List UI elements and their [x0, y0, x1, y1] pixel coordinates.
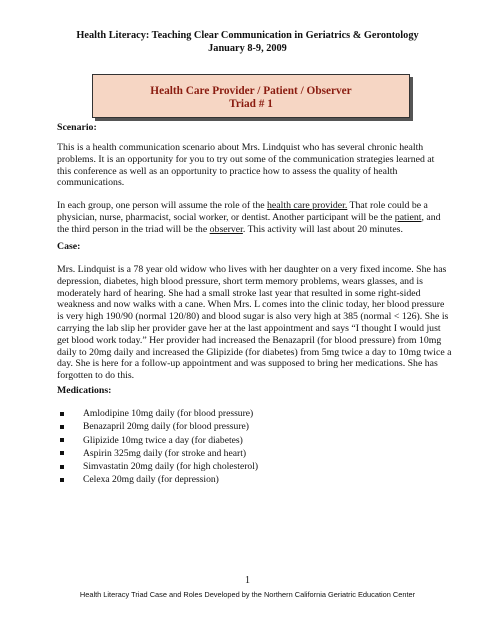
list-item [60, 407, 258, 420]
scenario-paragraph-1 [57, 142, 449, 189]
text-line: Mrs. Lindquist is a 78 year old widow who lives with her daughter on a very fixed income. She has [57, 264, 447, 275]
bullet-icon [60, 478, 64, 482]
medication-text: Celexa 20mg daily (for depression) [83, 474, 219, 486]
medication-text: Amlodipine 10mg daily (for blood pressure) [83, 408, 254, 419]
bullet-icon [60, 412, 64, 416]
header-date: January 8-9, 2009 [208, 43, 287, 54]
text-line: daily to 20mg daily and increased the Glipizide (for diabetes) from 5mg twice a day to 10mg twice a [57, 346, 452, 358]
text-line: depression, diabetes, high blood pressure, short term memory problems, wears glasses, and is [57, 275, 423, 287]
text-line: carrying the lab slip her provider gave her at the last appointment and says “I thought I would just [57, 322, 441, 334]
page-number: 1 [245, 575, 250, 586]
text-line [57, 200, 449, 212]
bullet-icon [60, 465, 64, 469]
text-span: the third person in the triad will be the [57, 223, 210, 235]
text-line: day. She is here for a follow-up appointment and was supposed to bring her medications. She has [57, 358, 438, 370]
header-title: Health Literacy: Teaching Clear Communication in Geriatrics & Gerontology [76, 30, 419, 41]
case-label: Case: [57, 241, 81, 252]
medications-list [60, 407, 258, 487]
text-span: That role could be a [347, 200, 428, 211]
text-span: physician, nurse, pharmacist, social worker, or dentist. Another participant will be the [57, 211, 395, 223]
text-line: problems. It is an opportunity for you to try out some of the communication strategies learned at [57, 153, 435, 165]
text-span: , and [421, 211, 441, 223]
role-observer-link: observer [209, 223, 243, 235]
list-item [60, 460, 258, 473]
bullet-icon [60, 425, 64, 429]
list-item [60, 473, 258, 486]
role-provider-link: health care provider. [267, 200, 348, 211]
medication-text: Aspirin 325mg daily (for stroke and heart) [83, 447, 247, 459]
medication-text: Simvastatin 20mg daily (for high cholesterol) [83, 461, 259, 473]
medication-text: Benazapril 20mg daily (for blood pressure) [83, 421, 249, 433]
page-footer: Health Literacy Triad Case and Roles Developed by the Northern California Geriatric Education Center [79, 590, 416, 599]
text-line: forgotten to do this. [57, 370, 135, 382]
title-box [92, 74, 410, 118]
text-line: this conference as well as an opportunity to practice how to assess the quality of health [57, 165, 398, 177]
text-line: weakness and now walks with a cane. When Mrs. L comes into the clinic today, her blood pressure [57, 299, 445, 311]
text-line: get blood work today.” Her provider had increased the Benazapril (for blood pressure) from 10mg [57, 334, 442, 346]
title-box-subheading: Triad # 1 [229, 98, 273, 110]
text-line: is very high 190/90 (normal 120/80) and blood sugar is also very high at 385 (normal < 126). She is [57, 311, 449, 323]
text-line: communications. [57, 177, 125, 189]
medications-label: Medications: [57, 385, 112, 396]
bullet-icon [60, 438, 64, 442]
medication-text: Glipizide 10mg twice a day (for diabetes) [83, 434, 243, 446]
case-paragraph [57, 264, 452, 382]
text-line: moderately hard of hearing. She had a small stroke last year that resulted in some right-sided [57, 287, 421, 299]
text-span: . This activity will last about 20 minutes. [242, 223, 403, 235]
text-line [57, 212, 449, 224]
scenario-label: Scenario: [57, 122, 97, 133]
list-item [60, 434, 258, 447]
text-line [57, 224, 449, 236]
text-line: This is a health communication scenario about Mrs. Lindquist who has several chronic health [57, 142, 424, 153]
role-patient-link: patient [394, 211, 422, 223]
list-item [60, 420, 258, 433]
title-box-heading: Health Care Provider / Patient / Observer [150, 85, 352, 97]
list-item [60, 447, 258, 460]
text-span: In each group, one person will assume the role of the [57, 200, 268, 211]
scenario-paragraph-2 [57, 200, 449, 235]
bullet-icon [60, 451, 64, 455]
